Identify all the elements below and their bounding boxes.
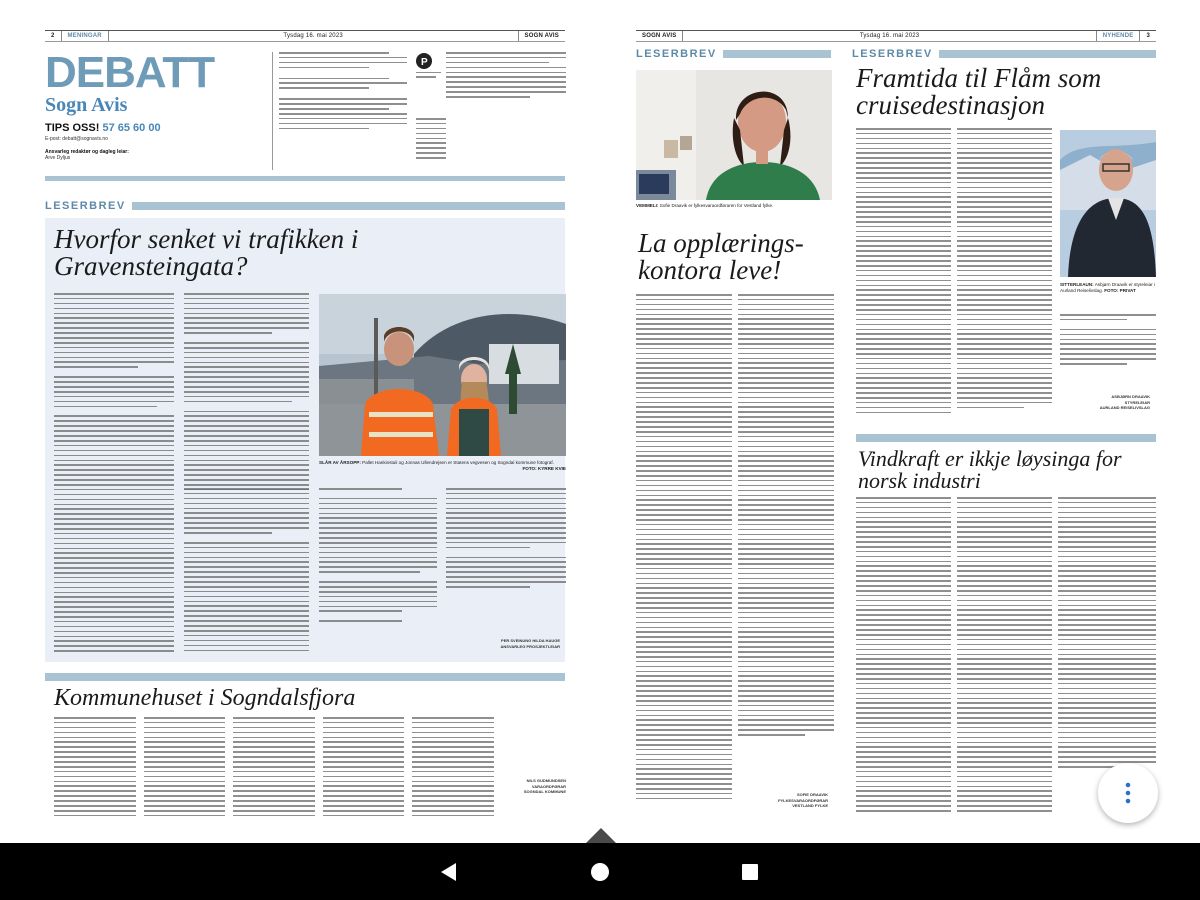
page-number-right: 3	[1146, 33, 1150, 39]
photo-man-portrait-icon	[1060, 130, 1156, 277]
bottom-signature-org: SOGNDAL KOMMUNE	[523, 789, 566, 795]
flam-column-2	[957, 128, 1052, 418]
flam-signature-org: AURLAND REISELIVSLAG	[1099, 405, 1150, 411]
brand-name: SOGN AVIS	[524, 33, 559, 39]
flam-signature	[1060, 394, 1150, 411]
article-column-1	[54, 293, 174, 653]
back-icon	[439, 862, 457, 882]
photo-woman-portrait-icon	[636, 70, 832, 200]
newspaper-page-left[interactable]	[10, 0, 584, 843]
article-photo-man[interactable]	[1060, 130, 1156, 277]
recents-button[interactable]	[735, 857, 765, 887]
page-number: 2	[45, 31, 62, 41]
home-icon	[590, 862, 610, 882]
photo-credit-man: FOTO: PRIVAT	[1104, 287, 1136, 293]
masthead-rule	[45, 176, 565, 181]
bottom-rule	[45, 673, 565, 681]
signature-name: PER SVEINUNG HILDA HAUGE	[501, 638, 560, 643]
issue-date: Tysdag 16. mai 2023	[109, 31, 519, 41]
photo-caption-bold: SLÅR AV ÅRSOPP:	[319, 460, 361, 465]
page-header	[45, 30, 565, 42]
tips-phone[interactable]: 57 65 60 00	[102, 122, 161, 134]
info-column-2	[446, 52, 566, 170]
section-name-right: NYHENDE	[1097, 31, 1141, 41]
editor-name: Arve Dyljus	[45, 155, 71, 161]
photo-caption-woman-text: Sofie Draavik er fylkesvaraordføraren for Vestland fylke.	[659, 203, 774, 208]
article-headline-opplaering: La opplærings-kontora leve!	[638, 228, 804, 285]
vindkraft-column-2	[957, 497, 1052, 817]
photo-credit: FOTO: KYRRE KVIE	[522, 465, 566, 471]
article-column-2b	[184, 488, 309, 653]
flam-signature-title: STYRELEIAR	[1124, 399, 1150, 405]
photo-caption	[319, 460, 566, 471]
section-header-leserbrev	[45, 201, 565, 211]
section-label-a: LESERBREV	[636, 48, 723, 60]
bottom-signature-name: NILS GUDMUNDSEN	[526, 778, 566, 783]
opplaering-signature-title: FYLKESVARAORDFØRAR	[778, 797, 828, 803]
brand-name-right: SOGN AVIS	[636, 31, 683, 41]
opplaering-signature-name: SOFIE DRAAVIK	[796, 792, 828, 797]
more-vertical-icon	[1124, 782, 1132, 804]
section-name: MENINGAR	[62, 31, 109, 41]
recents-icon	[741, 863, 759, 881]
signature-title: ANSVARLEG PROSJEKTLEIAR	[500, 643, 560, 649]
page-handle-icon[interactable]	[586, 828, 616, 843]
opplaering-column-2	[738, 294, 834, 744]
masthead	[45, 48, 265, 170]
newspaper-page-right[interactable]	[620, 0, 1186, 843]
flam-column-1	[856, 128, 951, 418]
info-column-1	[272, 52, 407, 170]
flam-signature-name: ASBJØRN DRAAVIK	[1111, 394, 1150, 399]
svg-text:P: P	[421, 57, 428, 68]
article-column-2	[184, 293, 309, 493]
article-column-4	[446, 488, 566, 608]
photo-caption-man-text: Asbjørn Draavik er styreleiar i Aurland Reiselivslag.	[1060, 282, 1155, 293]
info-column-2b	[416, 118, 446, 168]
bottom-signature-title: VARAORDFØRAR	[531, 783, 566, 789]
bottom-article-text	[54, 717, 494, 817]
article-headline: Hvorfor senket vi trafikken i Gravensteingata?	[54, 224, 359, 281]
article-headline-vindkraft: Vindkraft er ikkje løysinga for norsk industri	[858, 446, 1122, 493]
photo-caption-woman	[636, 203, 832, 209]
press-logo-icon	[416, 53, 432, 69]
photo-caption-woman-bold: VEMMELI:	[636, 203, 659, 208]
vindkraft-column-3	[1058, 497, 1156, 777]
photo-caption-man	[1060, 282, 1156, 293]
vindkraft-rule	[856, 434, 1156, 442]
home-button[interactable]	[585, 857, 615, 887]
article-headline-flam: Framtida til Flåm som cruisedestinasjon	[856, 63, 1102, 120]
press-logo-text	[416, 72, 444, 82]
issue-date-right: Tysdag 16. mai 2023	[683, 31, 1096, 41]
bottom-signature	[500, 778, 566, 795]
article-photo[interactable]	[319, 294, 566, 456]
masthead-subtitle: Sogn Avis	[45, 94, 128, 116]
section-header-leserbrev-a	[636, 49, 831, 59]
article-photo-woman[interactable]	[636, 70, 832, 200]
system-navigation-bar	[0, 843, 1200, 900]
opplaering-signature-org: VESTLAND FYLKE	[792, 803, 828, 809]
bottom-headline: Kommunehuset i Sogndalsfjora	[54, 685, 356, 711]
more-options-button[interactable]	[1098, 763, 1158, 823]
opplaering-column-1	[636, 294, 732, 814]
section-label-b: LESERBREV	[852, 48, 939, 60]
article-column-3	[319, 488, 437, 653]
masthead-title: DEBATT	[45, 48, 215, 97]
photo-two-people-icon	[319, 294, 566, 456]
editor-label: Ansvarleg redaktør og dagleg leiar:	[45, 149, 129, 155]
section-header-leserbrev-b	[852, 49, 1156, 59]
email-line: E-post: debatt@sognavis.no	[45, 136, 108, 142]
photo-caption-man-bold: SITTERLEAUN:	[1060, 282, 1094, 287]
tips-label: TIPS OSS!	[45, 122, 100, 134]
vindkraft-column-1	[856, 497, 951, 817]
page-header-right	[636, 30, 1156, 42]
article-signature	[446, 638, 560, 649]
back-button[interactable]	[433, 857, 463, 887]
opplaering-signature	[738, 792, 828, 809]
photo-caption-text: Pallet Hankinstuli og Jonnas Ullendrejsen er Statens vegvesen og Sogndal kommune fotograf.	[362, 460, 554, 465]
section-label: LESERBREV	[45, 200, 132, 212]
